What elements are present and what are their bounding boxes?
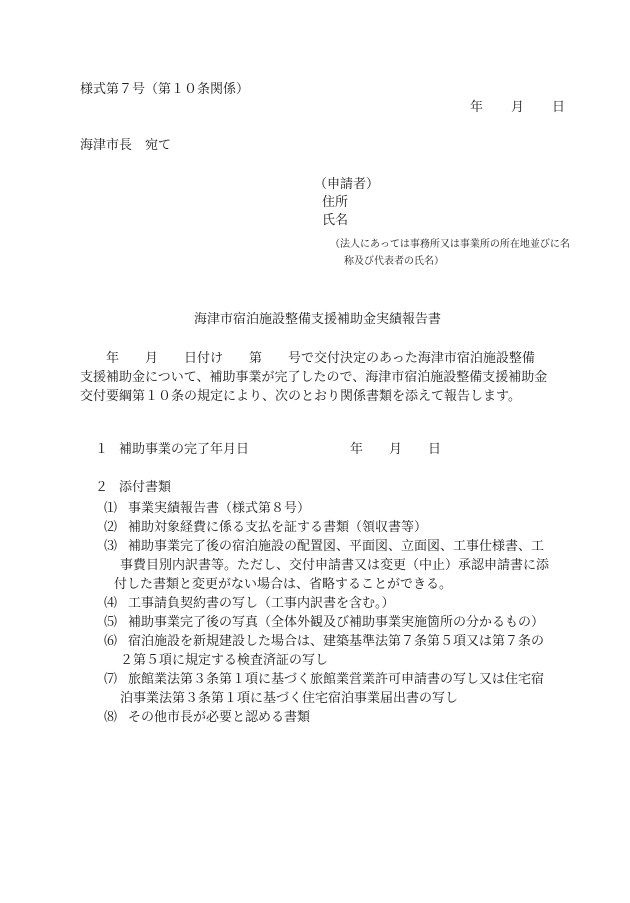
- form-number-label: 様式第７号（第１０条関係）: [80, 82, 250, 97]
- item-continuation: 付した書類と変更がない場合は、省略することができる。: [114, 577, 453, 592]
- list-item: [104, 632, 584, 670]
- applicant-note-line2: 称及び代表者の氏名）: [344, 256, 444, 267]
- list-item: [104, 499, 584, 518]
- attachments-section: [95, 481, 171, 494]
- item-text: 工事請負契約書の写し（工事内訳書を含む。）: [128, 596, 395, 611]
- completion-date: [350, 443, 441, 456]
- item-text: 宿泊施設を新規建設した場合は、建築基準法第７条第５項又は第７条の: [128, 634, 545, 649]
- item-marker: ⑻: [104, 710, 118, 725]
- section-2-number: ２: [95, 480, 109, 495]
- applicant-note: [330, 236, 570, 270]
- applicant-name-label: 氏名: [322, 213, 349, 228]
- date-month: 月: [511, 100, 525, 115]
- applicant-address-label: 住所: [322, 195, 349, 210]
- item-marker: ⑹: [104, 634, 118, 649]
- list-item: [104, 708, 584, 727]
- document-title: 海津市宿泊施設整備支援補助金実績報告書: [194, 312, 442, 327]
- body-line-3: 交付要綱第１０条の規定により、次のとおり関係書類を添えて報告します。: [80, 389, 521, 404]
- item-text: 事業実績報告書（様式第８号）: [128, 501, 311, 516]
- list-item: [104, 613, 584, 632]
- item-text: 補助対象経費に係る支払を証する書類（領収書等）: [128, 520, 428, 535]
- date-day: 日: [552, 100, 566, 115]
- body-line-1: 年 月 日付け 第 号で交付決定のあった海津市宿泊施設整備: [80, 351, 535, 366]
- item-marker: ⑸: [104, 615, 118, 630]
- addressee: 海津市長 宛て: [80, 138, 172, 153]
- list-item: [104, 537, 584, 594]
- list-item: [104, 594, 584, 613]
- section-2-label: 添付書類: [119, 480, 172, 495]
- item-marker: ⑷: [104, 596, 118, 611]
- applicant-heading: （申請者）: [314, 177, 380, 192]
- item-text: 補助事業完了後の宿泊施設の配置図、平面図、立面図、工事仕様書、工: [128, 539, 545, 554]
- report-body: [80, 349, 590, 406]
- section-1-number: １: [95, 442, 109, 457]
- list-item: [104, 670, 584, 708]
- item-continuation: 泊事業法第３条第１項に基づく住宅宿泊事業届出書の写し: [120, 691, 459, 706]
- item-marker: ⑺: [104, 672, 118, 687]
- completion-date-section: [95, 442, 442, 457]
- item-text: その他市長が必要と認める書類: [128, 710, 311, 725]
- date-year: 年: [470, 100, 484, 115]
- item-marker: ⑴: [104, 501, 118, 516]
- submission-date: [470, 101, 565, 114]
- item-text: 旅館業法第３条第１項に基づく旅館業営業許可申請書の写し又は住宅宿: [128, 672, 545, 687]
- item-marker: ⑵: [104, 520, 118, 535]
- attachment-list: [104, 499, 584, 727]
- item-marker: ⑶: [104, 539, 118, 554]
- item-continuation: 事費目別内訳書等。ただし、交付申請書又は変更（中止）承認申請書に添: [120, 558, 550, 573]
- item-continuation: ２第５項に規定する検査済証の写し: [120, 653, 329, 668]
- completion-date-value: 年 月 日: [350, 442, 442, 457]
- list-item: [104, 518, 584, 537]
- section-1-label: 補助事業の完了年月日: [119, 442, 250, 457]
- item-text: 補助事業完了後の写真（全体外観及び補助事業実施箇所の分かるもの）: [128, 615, 545, 630]
- applicant-note-line1: （法人にあっては事務所又は事業所の所在地並びに名: [330, 239, 570, 250]
- body-line-2: 支援補助金について、補助事業が完了したので、海津市宿泊施設整備支援補助金: [80, 370, 548, 385]
